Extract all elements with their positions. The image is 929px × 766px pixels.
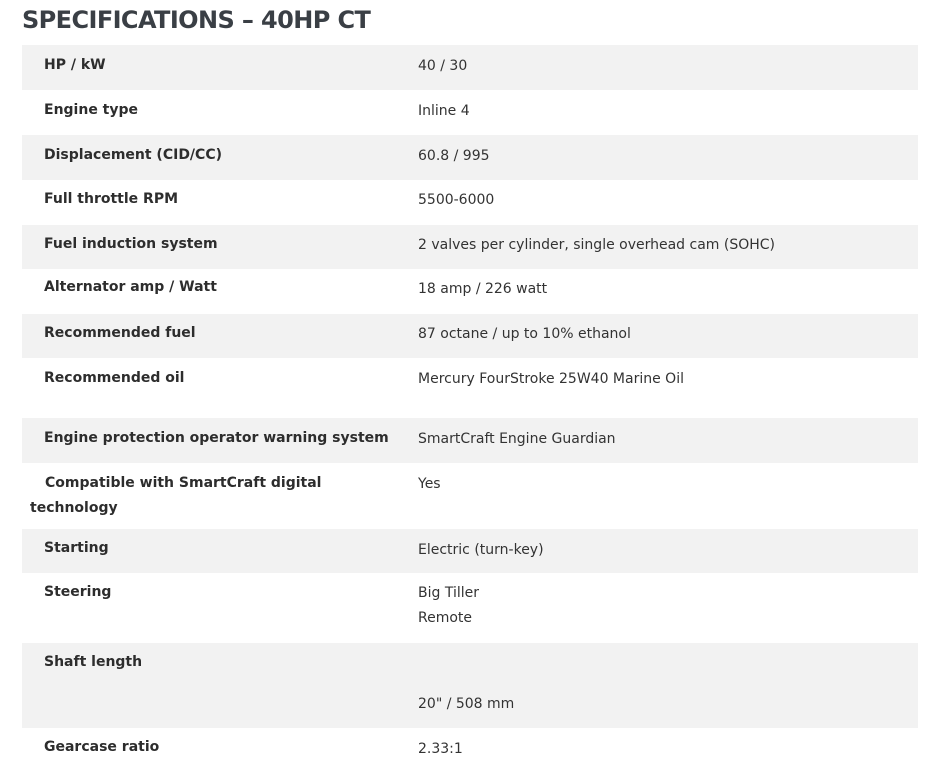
spec-row-engine-type	[22, 90, 918, 135]
spec-value: 2 valves per cylinder, single overhead cam (SOHC)	[418, 237, 776, 253]
spec-label: Compatible with SmartCraft digital technology	[30, 475, 322, 516]
spec-row-alternator	[22, 269, 918, 314]
spec-row-engine-protection	[22, 418, 918, 463]
spec-row-fuel-induction	[22, 225, 918, 269]
spec-value: Electric (turn-key)	[418, 542, 544, 558]
spec-value-list	[418, 581, 479, 631]
spec-label: Fuel induction system	[44, 236, 218, 252]
page-title: SPECIFICATIONS – 40HP CT	[22, 6, 371, 34]
spec-value: SmartCraft Engine Guardian	[418, 431, 616, 447]
spec-label: Recommended oil	[44, 370, 185, 386]
spec-label: Alternator amp / Watt	[44, 279, 217, 295]
spec-row-full-throttle-rpm	[22, 180, 918, 225]
spec-row-recommended-fuel	[22, 314, 918, 358]
spec-label: Shaft length	[44, 654, 143, 670]
spec-value: Inline 4	[418, 103, 470, 119]
spec-value: Remote	[418, 610, 473, 626]
spec-row-recommended-oil	[22, 358, 918, 418]
spec-row-starting	[22, 529, 918, 573]
spec-value: 18 amp / 226 watt	[418, 281, 548, 297]
spec-label: Gearcase ratio	[44, 739, 160, 755]
spec-row-gearcase-ratio	[22, 728, 918, 766]
spec-value: 20" / 508 mm	[418, 696, 515, 712]
spec-row-shaft-length	[22, 643, 918, 728]
spec-label: Displacement (CID/CC)	[44, 147, 222, 163]
spec-label: Recommended fuel	[44, 325, 196, 341]
spec-value: 2.33:1	[418, 741, 463, 757]
specifications-table	[22, 45, 918, 766]
spec-value: Mercury FourStroke 25W40 Marine Oil	[418, 371, 684, 387]
spec-label: Engine protection operator warning system	[44, 430, 389, 446]
spec-label: Engine type	[44, 102, 139, 118]
spec-label: HP / kW	[44, 57, 106, 73]
spec-label: Full throttle RPM	[44, 191, 179, 207]
spec-value: Big Tiller	[418, 585, 479, 601]
spec-value: 40 / 30	[418, 58, 468, 74]
spec-value: 60.8 / 995	[418, 148, 490, 164]
spec-row-displacement	[22, 135, 918, 180]
spec-row-smartcraft-compatible	[22, 463, 918, 529]
spec-value: 87 octane / up to 10% ethanol	[418, 326, 631, 342]
spec-label: Starting	[44, 540, 109, 556]
spec-row-steering	[22, 573, 918, 643]
spec-value: 5500-6000	[418, 192, 495, 208]
spec-label: Steering	[44, 584, 112, 600]
spec-row-hp-kw	[22, 45, 918, 90]
spec-value: Yes	[418, 476, 441, 492]
